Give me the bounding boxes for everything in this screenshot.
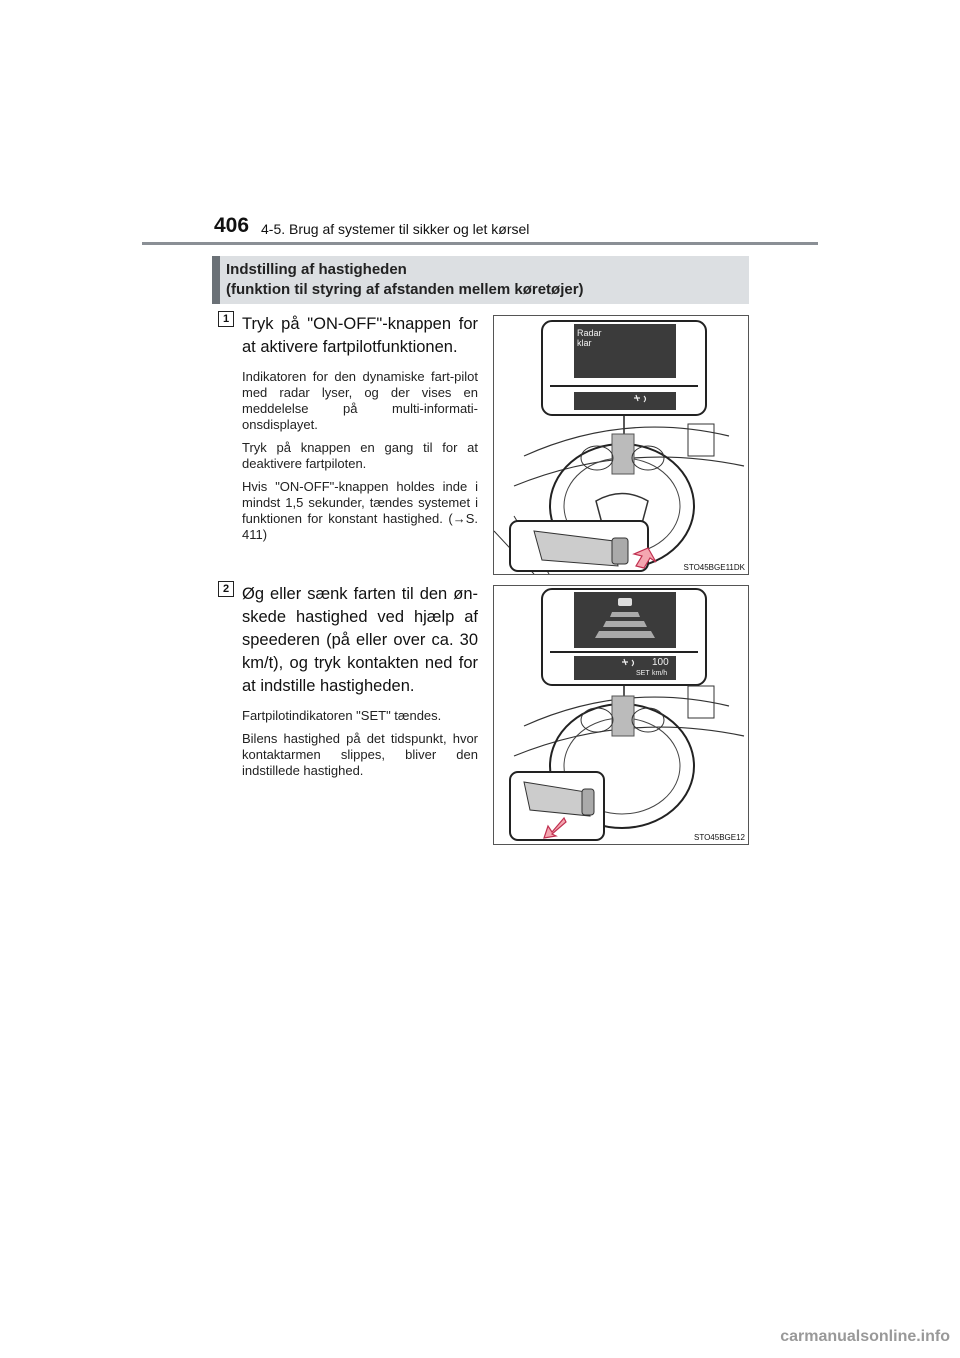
step-2-text bbox=[242, 583, 478, 786]
subheading-box bbox=[212, 256, 749, 304]
dashboard-illustration-2 bbox=[494, 586, 748, 844]
subheading-line1: Indstilling af hastigheden bbox=[226, 261, 407, 278]
step-1-main: Tryk på "ON-OFF"-knappen for at aktivere fartpilotfunktionen. bbox=[242, 315, 478, 356]
subheading-line2: (funktion til styring af afstanden mellem køretøjer) bbox=[226, 281, 584, 298]
section-title: 4-5. Brug af systemer til sikker og let kørsel bbox=[261, 221, 530, 237]
dashboard-illustration-1 bbox=[494, 316, 748, 574]
step-1-note-1: Indikatoren for den dynamiske fart-pilot med radar lyser, og der vises en meddelelse på multi-informati-onsdisplayet. bbox=[242, 369, 478, 432]
display-text-klar: klar bbox=[577, 338, 592, 348]
step-2-badge: 2 bbox=[218, 581, 234, 597]
footer-watermark: carmanualsonline.info bbox=[780, 1328, 950, 1345]
display-text-radar: Radar bbox=[577, 328, 602, 338]
step-1-badge: 1 bbox=[218, 311, 234, 327]
step-1-text bbox=[242, 313, 478, 550]
header-rule bbox=[142, 242, 818, 245]
illustration-code-2: STO45BGE12 bbox=[694, 833, 745, 842]
step-1-note-3: Hvis "ON-OFF"-knappen holdes inde i mindst 1,5 sekunder, tændes systemet i funktionen for konstant hastighed. (→S. 411) bbox=[242, 479, 478, 542]
display-set-speed: 100 bbox=[652, 657, 669, 668]
display-unit: km/h bbox=[652, 670, 668, 677]
step-2-main: Øg eller sænk farten til den øn-skede hastighed ved hjælp af speederen (på eller over ca. 30 km/t), og tryk kontakten ned for at indstille hastigheden. bbox=[242, 585, 478, 695]
step-2-illustration bbox=[493, 585, 749, 845]
step-2-note-2: Bilens hastighed på det tidspunkt, hvor kontaktarmen slippes, bliver den indstillede hastighed. bbox=[242, 731, 478, 778]
step-2-note-1: Fartpilotindikatoren "SET" tændes. bbox=[242, 708, 442, 723]
display-set-label: SET bbox=[636, 670, 650, 677]
step-1-illustration bbox=[493, 315, 749, 575]
page-number: 406 bbox=[214, 214, 250, 237]
illustration-code-1: STO45BGE11DK bbox=[683, 563, 745, 572]
step-1-note-2: Tryk på knappen en gang til for at deaktivere fartpiloten. bbox=[242, 440, 478, 471]
